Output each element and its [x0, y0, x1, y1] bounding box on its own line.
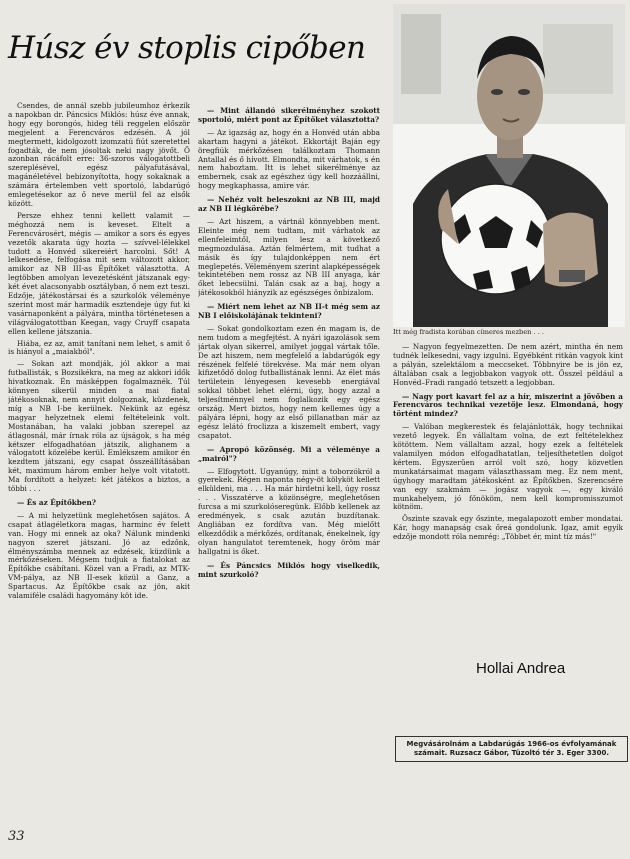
article-paragraph: Persze ehhez tenni kellett valamit — méghozzá nem is keveset. Eltelt a Ferencvárosért, mégis — amikor a sors és egyes vezetők akarata úgy hozta — szívvel-lélekkel tudott a Honvéd sikereiért harcolni. Sőt! A lelkesedése, felfogása mit sem változott akkor, amikor az NB III-as Építőket választotta. A legtöbben amolyan levezetésként játszanak egy-két évet alacsonyabb osztályban, ő nem ezt teszi. Edzője, játékostársai és a szurkolók véleménye szerint most már harmadik esztendeje úgy fut ki vasárnaponként a pályára, mintha történetesen a világválogatottban Keegan, vagy Cruyff csapata ellen kellene játszania.	[8, 210, 190, 336]
article-paragraph: — Azt hiszem, a vártnál könnyebben ment. Eleinte még nem tudtam, mit várhatok az ellenfeleimtől, milyen lesz a következő megmozdulása. Aztán felmértem, mit tudhat a másik és így tulajdonképpen nem ért meglepetés. Véleményem szerint alapképességek tekintetében nem rossz az NB III anyaga, kár őket lebecsülni. Talán csak az a baj, hogy a játékosokból hiányzik az egészséges önbizalom.	[198, 216, 380, 298]
classified-ad-box: Megvásárolnám a Labdarúgás 1966-os évfolyamának számait. Ruzsacz Gábor, Tüzoltó tér 3. Eger 3300.	[395, 736, 628, 762]
interview-question: — Miért nem lehet az NB II-t még sem az NB I előiskolájának tekinteni?	[198, 302, 380, 321]
page-number: 33	[8, 829, 25, 844]
interview-question: — Mint állandó sikerélményhez szokott sportoló, miért pont az Építőket választotta?	[198, 106, 380, 124]
interview-question: — Nagy port kavart fel az a hír, miszerint a jövőben a Ferencváros technikai vezetője lesz. Elmondaná, hogy történt mindez?	[393, 391, 623, 419]
article-column-2	[198, 102, 380, 762]
article-paragraph: — Az igazság az, hogy én a Honvéd után abba akartam hagyni a játékot. Ekkortájt Baján egy öregfiúk mérkőzésen találkoztam Thomann Antallal és ő hívott. Elmondta, mit várhatok, s én nem haboztam. Itt is lehet sikerélménye az embernek, csak az egészhez úgy kell hozzáállni, hogy megkaphassa, amire vár.	[198, 127, 380, 191]
article-paragraph: — Valóban megkerestek és felajánlották, hogy technikai vezető legyek. Én vállaltam volna, de ezt feltételekhez kötöttem. Nem vállaltam azzal, hogy ezek a feltételek valamilyen módon elfogadhatatlan, teljesíthetetlen dolgot kértem. Egyszerűen arról volt szó, hogy közvetlen munkatársaimat magam választhassam meg. Ez nem ment, úgyhogy maradtam játékosként az Építőkben. Szerencsére van egy szakmám — jogász vagyok —, egy kiváló munkahelyem, jó főnököm, nem kell kompromisszumot kötnöm.	[393, 422, 623, 512]
article-paragraph: — Sokat gondolkoztam ezen én magam is, de nem tudom a megfejtést. A nyári igazolások sem jártak olyan sikerrel, amilyet joggal vártak tőle. De azt hiszem, nem megfelelő a labdarúgók egy részének felfelé törekvése. Ma már nem olyan kifizetődő dolog futballistának lenni. Az élet más területein lényegesen kevesebb energiával sokkal többet lehet elérni, úgy, hogy azzal a teljesítménnyel nem foglalkozik egy egész ország. Mert biztos, hogy nem kellemes úgy a pályára lépni, hogy az első pillanatban már az egész lelátó froclizza a kiszemelt embert, vagy csapatot.	[198, 323, 380, 440]
article-paragraph: Csendes, de annál szebb jubileumhoz érkezik a napokban dr. Páncsics Miklós: húsz éve annak, hogy egy borongós, hideg téli reggelen először megjelent a Ferencváros edzésén. A jól megtermett, kidolgozott izomzatú fiút szeretettel fogadták, de nem jósoltak neki nagy jövőt. Ő azonban rácáfolt erre: 36-szoros válogatottbeli szereplésével, egész pályafutásával, magánéletével bebizonyította, hogy sokaknak a számára értelemben vett sportoló, labdarúgó emlegetésekor az ő neve merül fel az elsők között.	[8, 102, 190, 208]
photo-caption: Itt még fradista korában címeres mezben . . .	[393, 328, 544, 336]
article-paragraph: Hiába, ez az, amit tanítani nem lehet, s amit ő is hiányol a „maiakból".	[8, 338, 190, 357]
player-photo	[393, 4, 625, 327]
article-paragraph: — A mi helyzetünk meglehetősen sajátos. A csapat átlagéletkora magas, harminc év felett van. Hogy mi ennek az oka? Nálunk mindenki nagyon szeret játszani. Jó az edzőnk, élményszámba mennek az edzések, küzdünk a mérkőzéseken. Mégsem tudjuk a fiatalokat az Építőkbe csábítani. Közel van a Fradi, az MTK-VM-pálya, az NB II-esek közül a Ganz, a Spartacus. Az Építőkbe csak az jön, akit valamiféle családi hagyomány köt ide.	[8, 510, 190, 601]
interview-question: — Apropó közönség. Mi a véleménye a „mairól"?	[198, 444, 380, 463]
article-column-3	[393, 343, 623, 661]
interview-question: — Nehéz volt beleszokni az NB III, majd az NB II légkörébe?	[198, 195, 380, 214]
article-title: Húsz év stoplis cipőben	[8, 30, 366, 66]
author-signature: Hollai Andrea	[476, 660, 566, 677]
article-paragraph: — Nagyon fegyelmezetten. De nem azért, mintha én nem tudnék lelkesedni, vagy izgulni. Egyébként ritkán vagyok kint a pályán, szelektálom a meccseket. Többnyire be is jön ez, általában csak a legjobbakon vagyok ott. Ősszel például a Honvéd–Fradi rangadó tetszett a legjobban.	[393, 343, 623, 387]
article-column-1	[8, 102, 190, 762]
interview-question: — És az Építőkben?	[17, 497, 97, 507]
article-paragraph: Őszinte szavak egy őszinte, megalapozott ember mondatai. Kár, hogy manapság csak őreá gondolunk. Igaz, amit egyik edzője mondott róla nemrég: „Többet ér, mint tíz más!"	[393, 514, 623, 542]
interview-question: — És Páncsics Miklós hogy viselkedik, mint szurkoló?	[198, 560, 380, 579]
article-paragraph: — Sokan azt mondják, jól akkor a mai futballisták, s Bozsikékra, na meg az akkori idők hivatkoznak. Én másképpen fogalmaznék. Túl könnyen sikerül minden a mai fiatal játékosoknak, nem annyit dolgoznak, küzdenek, míg a NB I-be kerülnek. Nekünk az egész magyar helyzetnek elemi feltételeink volt. Mostanában, ha valaki jobban szerepel az átlagosnál, már írnak róla az újságok, s ha még kétszer elfogadhatóan játszik, alighanem a válogatott közelébe kerül. Emlékszem amikor én kezdtem játszani, egy csapat összeállításában két, maximum három ember helye volt vitatott. Ma fordított a helyzet: két játékos a biztos, a többi . . .	[8, 359, 190, 494]
player-photo-illustration	[393, 4, 625, 327]
article-paragraph: — Elfogytott. Ugyanúgy, mint a toborzókról a gyerekek. Régen naponta négy-öt kölyköt kellett elküldeni, ma . . . Ha már hirdetni kell, úgy rossz . . . Visszatérve a közönségre, meglehetősen furcsa a mi szurkolóseregünk. Előbb kellenek az eredmények, s csak azután buzdítanak. Angliában ez fordítva van. Még mielőtt elkezdődik a mérkőzés, ordítanak, énekelnek, így olyan hangulatot teremtenek, hogy öröm már hallgatni is őket.	[198, 466, 380, 556]
